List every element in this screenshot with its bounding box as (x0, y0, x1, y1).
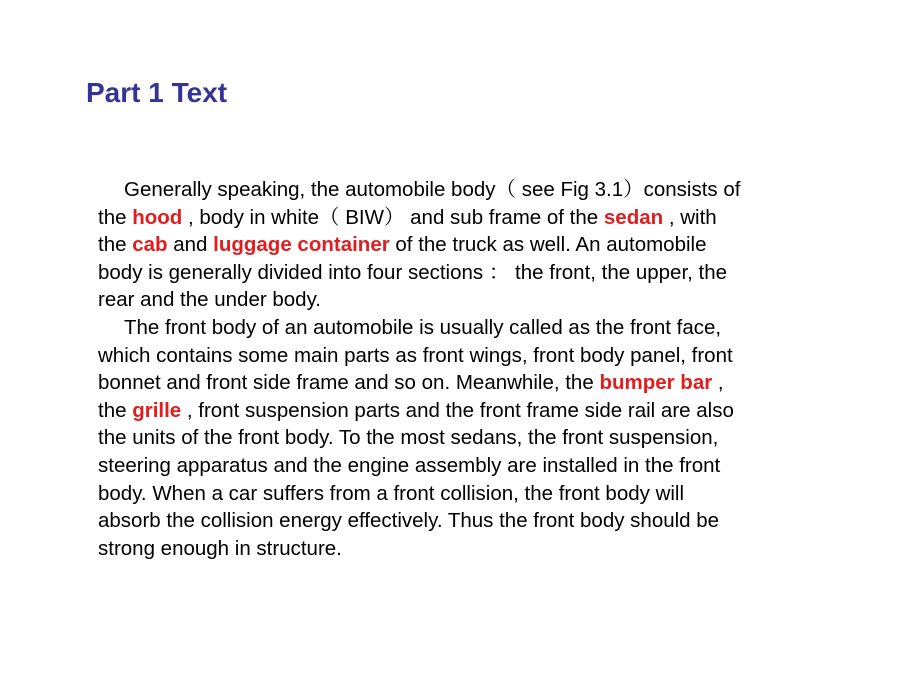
text-segment: the (98, 398, 133, 422)
text-line (98, 286, 838, 314)
paragraph (98, 314, 838, 562)
highlighted-term: bumper bar (599, 371, 713, 395)
text-line (98, 204, 838, 232)
text-segment: steering apparatus and the engine assembly are installed in the front (98, 453, 721, 477)
text-line (98, 176, 838, 204)
text-segment: Generally speaking, the automobile body（ see Fig 3.1）consists of (124, 178, 741, 201)
text-segment: body. When a car suffers from a front collision, the front body will (98, 481, 685, 505)
text-line (98, 535, 838, 563)
text-line (98, 259, 838, 287)
text-segment: The front body of an automobile is usually called as the front face, (124, 315, 722, 339)
body-text (98, 176, 838, 562)
highlighted-term: sedan (603, 205, 664, 229)
highlighted-term: luggage container (213, 233, 390, 257)
text-segment: , (712, 371, 724, 395)
text-segment: which contains some main parts as front wings, front body panel, front (98, 343, 733, 367)
text-segment: the units of the front body. To the most sedans, the front suspension, (98, 426, 719, 450)
text-segment: strong enough in structure. (98, 536, 342, 560)
slide-title: Part 1 Text (86, 77, 228, 108)
highlighted-term: grille (132, 398, 182, 422)
text-line (98, 314, 838, 342)
text-segment: rear and the under body. (98, 288, 321, 312)
text-line (98, 231, 838, 259)
highlighted-term: cab (132, 233, 168, 257)
text-segment: , body in white（ BIW） and sub frame of the (182, 205, 604, 229)
text-line (98, 424, 838, 452)
text-line (98, 369, 838, 397)
text-line (98, 452, 838, 480)
text-line (98, 397, 838, 425)
text-segment: bonnet and front side frame and so on. Meanwhile, the (98, 371, 600, 395)
text-segment: , front suspension parts and the front frame side rail are also (181, 398, 734, 422)
text-segment: of the truck as well. An automobile (389, 233, 707, 257)
text-segment: body is generally divided into four sections ： the front, the upper, the (98, 260, 728, 284)
paragraph (98, 176, 838, 314)
text-segment: the (98, 205, 133, 229)
text-line (98, 342, 838, 370)
text-segment: the (98, 233, 133, 257)
text-segment: , with (663, 205, 717, 229)
text-line (98, 507, 838, 535)
text-segment: absorb the collision energy effectively. Thus the front body should be (98, 509, 720, 533)
text-segment: and (167, 233, 214, 257)
text-line (98, 480, 838, 508)
highlighted-term: hood (132, 205, 183, 229)
